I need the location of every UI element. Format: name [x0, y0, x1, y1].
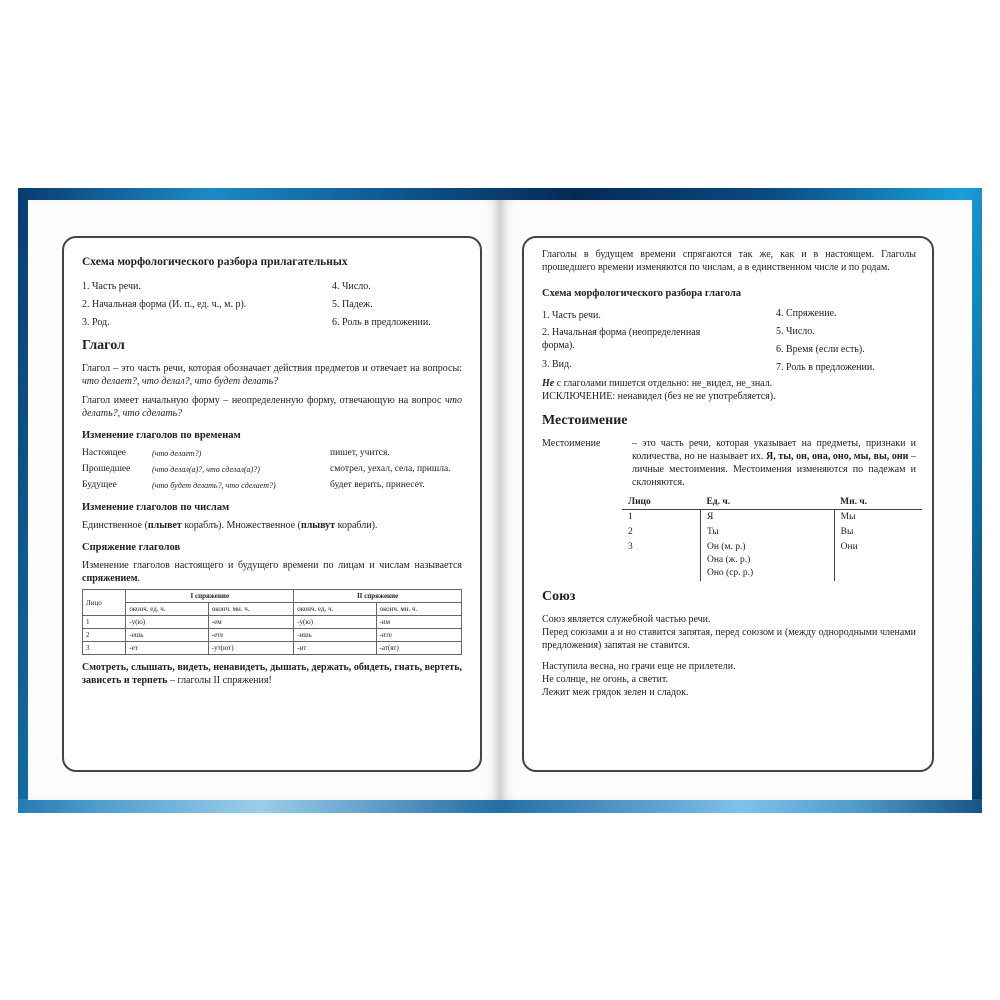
pronoun-definition: Местоимение – это часть речи, которая указывает на предметы, признаки и количества, но не называет их. Я, ты, он, она, оно, мы, вы, они – личные местоимения. Местоимения изменяются по падежам и склоняются. — [542, 438, 917, 488]
list-item: 2. Начальная форма (неопределенная форма). — [542, 327, 701, 351]
ne-rule: Не с глаголами пишется отдельно: не_видел, не_знал. — [542, 378, 773, 389]
verb-scheme-list — [542, 305, 916, 377]
table-header: оконч. ед. ч. — [126, 603, 208, 616]
pronoun-section-title: Местоимение — [542, 413, 628, 428]
tense-row: Настоящее (что делает?) пишет, учится. — [82, 448, 390, 458]
table-row: 1 Я Мы — [622, 510, 922, 526]
number-change-text: Единственное (плывет кораблъ). Множественное (плывут корабли). — [82, 520, 378, 531]
union-example: Лежит меж грядок зелен и сладок. — [542, 687, 689, 698]
conjugation-table — [82, 589, 462, 655]
list-item: 3. Вид. — [542, 359, 572, 370]
tense-change-title: Изменение глаголов по временам — [82, 430, 241, 441]
table-row: 2 Ты Вы — [622, 525, 922, 540]
table-row: 3 Он (м. р.) Она (ж. р.) Оно (ср. р.) Они — [622, 540, 922, 581]
list-item: 5. Падеж. — [332, 299, 373, 310]
list-item: 4. Число. — [332, 281, 371, 292]
union-section-title: Союз — [542, 589, 576, 604]
list-item: 1. Часть речи. — [82, 281, 141, 292]
verb-section-title: Глагол — [82, 338, 125, 353]
number-change-title: Изменение глаголов по числам — [82, 502, 230, 513]
adjective-scheme-title: Схема морфологического разбора прилагательных — [82, 256, 348, 268]
table-header: оконч. мн. ч. — [208, 603, 293, 616]
conjugation-title: Спряжение глаголов — [82, 542, 181, 553]
pronoun-table — [622, 495, 922, 581]
tense-row: Прошедшее (что делал(а)?, что сделал(а)?) смотрел, уехал, села, пришла. — [82, 464, 451, 474]
list-item: 3. Род. — [82, 317, 110, 328]
list-item: 2. Начальная форма (И. п., ед. ч., м. р). — [82, 299, 247, 310]
conjugation-exception: Смотреть, слышать, видеть, ненавидеть, дышать, держать, обидеть, гнать, вертеть, зависеть и терпеть – глаголы II спряжения! — [82, 662, 462, 686]
table-header: I спряжение — [126, 590, 294, 603]
tense-row: Будущее (что будет делать?, что сделает?) будет верить, принесет. — [82, 480, 425, 490]
union-text-1: Союз является служебной частью речи. — [542, 614, 711, 625]
list-item: 4. Спряжение. — [776, 308, 837, 319]
table-header: Ед. ч. — [700, 495, 834, 510]
list-item: 1. Часть речи. — [542, 310, 601, 321]
future-tense-text: Глаголы в будущем времени спрягаются так же, как и в настоящем. Глаголы прошедшего времени изменяются по числам, а в единственном числе и по родам. — [542, 249, 916, 273]
list-item: 6. Время (если есть). — [776, 344, 865, 355]
verb-initial-form: Глагол имеет начальную форму – неопределенную форму, отвечающую на вопрос что делать?, что сделать? — [82, 395, 462, 419]
table-header: Лицо — [622, 495, 700, 510]
table-header: оконч. ед. ч. — [294, 603, 376, 616]
table-row: 3 -ет -ут(ют) -ит -ат(ят) — [83, 642, 462, 655]
exception-note: ИСКЛЮЧЕНИЕ: ненавидел (без не не употребляется). — [542, 391, 776, 402]
list-item: 6. Роль в предложении. — [332, 317, 431, 328]
list-item: 7. Роль в предложении. — [776, 362, 875, 373]
verb-scheme-title: Схема морфологического разбора глагола — [542, 288, 742, 299]
verb-definition: Глагол – это часть речи, которая обозначает действия предметов и отвечает на вопросы: что делает?, что делал?, что будет делать? — [82, 363, 462, 387]
table-header: Лицо — [83, 590, 126, 616]
table-header: оконч. мн. ч. — [376, 603, 461, 616]
left-content-box — [62, 236, 482, 772]
list-item: 5. Число. — [776, 326, 815, 337]
conjugation-text: Изменение глаголов настоящего и будущего времени по лицам и числам называется спряжением. — [82, 560, 462, 584]
union-example: Наступила весна, но грачи еще не прилетели. — [542, 661, 736, 672]
union-example: Не солнце, не огонь, а светит. — [542, 674, 668, 685]
table-header: Мн. ч. — [834, 495, 922, 510]
union-text-2: Перед союзами а и но ставится запятая, перед союзом и (между однородными членами предложения) запятая не ставится. — [542, 627, 916, 651]
table-header: II спряжение — [294, 590, 462, 603]
right-content-box — [522, 236, 934, 772]
table-row: 2 -ешь -ете -ишь -ите — [83, 629, 462, 642]
adjective-scheme-list — [82, 278, 462, 332]
table-row: 1 -у(ю) -ем -у(ю) -им — [83, 616, 462, 629]
